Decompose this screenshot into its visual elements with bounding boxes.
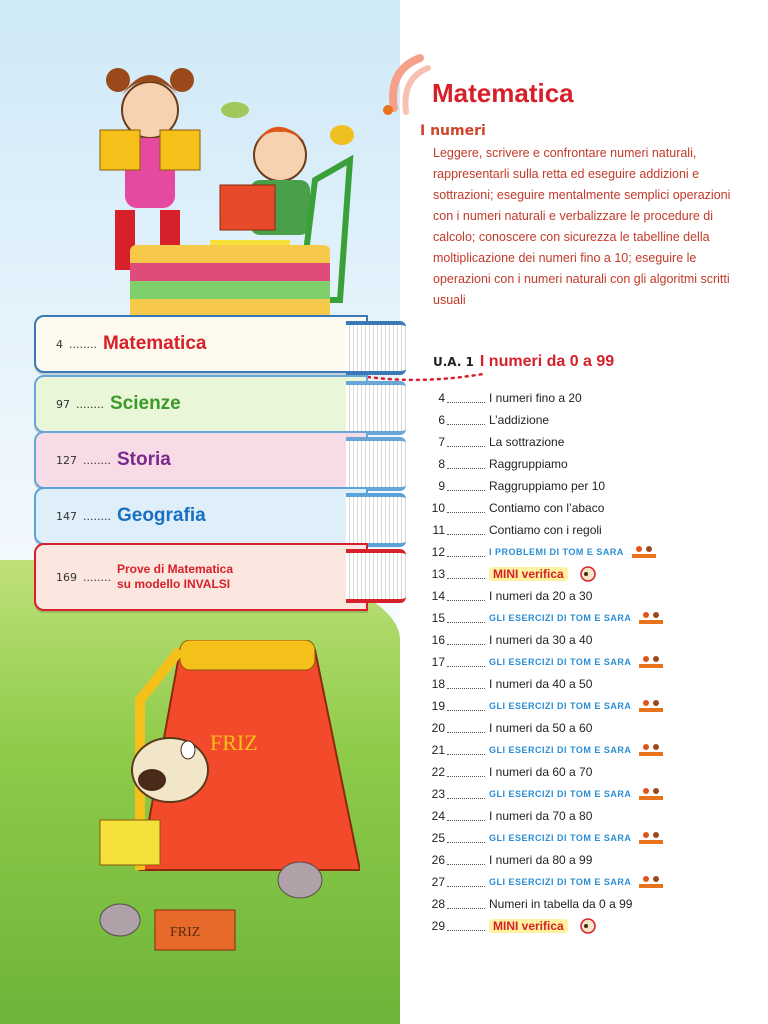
toc-page-number: 11 <box>432 523 445 537</box>
dotted-connector <box>368 372 483 382</box>
toc-leader-dots <box>447 834 485 843</box>
toc-page-number: 6 <box>438 413 445 427</box>
bowl-label: FRIZ <box>170 925 201 940</box>
toc-row[interactable] <box>417 893 757 915</box>
book-title: Matematica <box>102 333 207 354</box>
toc-leader-dots <box>447 724 485 733</box>
book-scienze[interactable]: 97 ........ Scienze <box>34 375 368 433</box>
toc-entry-label: Numeri in tabella da 0 a 99 <box>489 897 633 911</box>
toc-leader-dots <box>447 680 485 689</box>
toc-row[interactable] <box>417 387 757 409</box>
toc-leader-dots <box>447 658 485 667</box>
toc-entry-label: Raggruppiamo per 10 <box>489 479 606 493</box>
toc-entry-label: GLI ESERCIZI DI TOM E SARA <box>489 745 632 755</box>
toc-page-number: 20 <box>431 721 445 735</box>
children-reading-illustration <box>60 50 360 320</box>
toc-leader-dots <box>447 416 485 425</box>
toc-page-number: 19 <box>431 699 445 713</box>
toc-leader-dots <box>447 482 485 491</box>
toc-row[interactable] <box>417 497 757 519</box>
book-page-number: 127 <box>56 453 77 467</box>
toc-page-number: 24 <box>431 809 445 823</box>
toc-entry-label: I numeri da 50 a 60 <box>489 721 593 735</box>
toc-leader-dots <box>447 746 485 755</box>
book-pages <box>346 437 406 491</box>
toc-row[interactable] <box>417 827 757 849</box>
tom-sara-kids-icon <box>637 874 665 890</box>
toc-page-number: 8 <box>438 457 445 471</box>
dog-badge-icon <box>574 918 602 934</box>
tom-sara-kids-icon <box>637 698 665 714</box>
book-pages <box>346 549 406 603</box>
toc-page-number: 18 <box>431 677 445 691</box>
toc-leader-dots <box>447 548 485 557</box>
toc-leader-dots <box>447 394 485 403</box>
toc-entry-label: GLI ESERCIZI DI TOM E SARA <box>489 833 632 843</box>
subject-title: Matematica <box>432 78 574 108</box>
toc-row[interactable] <box>417 761 757 783</box>
toc-leader-dots <box>447 636 485 645</box>
toc-entry-label: I numeri da 30 a 40 <box>489 633 593 647</box>
toc-row[interactable] <box>417 739 757 761</box>
tom-sara-kids-icon <box>637 786 665 802</box>
dog-house-drawing <box>60 640 360 970</box>
toc-leader-dots <box>447 592 485 601</box>
toc-leader-dots <box>447 922 485 931</box>
toc-page-number: 22 <box>431 765 445 779</box>
toc-entry-label: I numeri fino a 20 <box>489 391 582 405</box>
book-title: Prove di Matematica su modello INVALSI <box>116 562 234 591</box>
toc-row[interactable] <box>417 453 757 475</box>
toc-row[interactable] <box>417 607 757 629</box>
toc-entry-label: I numeri da 60 a 70 <box>489 765 593 779</box>
toc-page-number: 25 <box>431 831 445 845</box>
toc-row[interactable] <box>417 629 757 651</box>
section-title: I numeri <box>420 123 486 139</box>
book-page-number: 4 <box>56 337 63 351</box>
toc-entry-label: La sottrazione <box>489 435 565 449</box>
toc-row[interactable] <box>417 915 757 937</box>
toc-page-number: 12 <box>431 545 445 559</box>
dog-badge-icon <box>574 566 602 582</box>
toc-entry-label: MINI verifica <box>489 919 568 933</box>
toc-page-number: 4 <box>438 391 445 405</box>
tom-sara-kids-icon <box>637 654 665 670</box>
toc-page-number: 14 <box>431 589 445 603</box>
toc-entry-label: I numeri da 70 a 80 <box>489 809 593 823</box>
toc-entry-label: GLI ESERCIZI DI TOM E SARA <box>489 877 632 887</box>
toc-page-number: 13 <box>431 567 445 581</box>
learning-objectives: Leggere, scrivere e confrontare numeri naturali, rappresentarli sulla retta ed eseguire addizioni e sottrazioni; eseguire mentalmente semplici operazioni con i numeri naturali e verbalizzare le procedure di calcolo; conoscere con sicurezza le tabelline della moltiplicazione dei numeri fino a 10; eseguire le operazioni con i numeri naturali con gli algoritmi scritti usuali <box>433 146 731 307</box>
toc-leader-dots <box>447 526 485 535</box>
toc-leader-dots <box>447 614 485 623</box>
toc-leader-dots <box>447 438 485 447</box>
toc-row[interactable] <box>417 871 757 893</box>
toc-leader-dots <box>447 900 485 909</box>
toc-row[interactable] <box>417 849 757 871</box>
toc-row[interactable] <box>417 651 757 673</box>
toc-leader-dots <box>447 702 485 711</box>
book-prove-invalsi[interactable]: 169 ........ Prove di Matematica su modello INVALSI <box>34 543 368 611</box>
toc-entry-label: I numeri da 80 a 99 <box>489 853 593 867</box>
toc-entry-label: L’addizione <box>489 413 550 427</box>
toc-page-number: 27 <box>431 875 445 889</box>
toc-row[interactable] <box>417 431 757 453</box>
toc-row[interactable] <box>417 409 757 431</box>
book-geografia[interactable]: 147 ........ Geografia <box>34 487 368 545</box>
table-of-contents <box>417 387 757 937</box>
book-title: Scienze <box>109 393 181 414</box>
toc-entry-label: Contiamo con i regoli <box>489 523 602 537</box>
toc-leader-dots <box>447 878 485 887</box>
toc-entry-label: Contiamo con l’abaco <box>489 501 605 515</box>
book-page-number: 147 <box>56 509 77 523</box>
toc-entry-label: GLI ESERCIZI DI TOM E SARA <box>489 789 632 799</box>
toc-leader-dots <box>447 812 485 821</box>
toc-page-number: 17 <box>431 655 445 669</box>
unit-heading <box>433 353 614 371</box>
toc-row[interactable] <box>417 673 757 695</box>
toc-entry-label: GLI ESERCIZI DI TOM E SARA <box>489 701 632 711</box>
toc-row[interactable] <box>417 541 757 563</box>
toc-leader-dots <box>447 504 485 513</box>
book-storia[interactable]: 127 ........ Storia <box>34 431 368 489</box>
tom-sara-kids-icon <box>637 742 665 758</box>
toc-page-number: 28 <box>431 897 445 911</box>
toc-leader-dots <box>447 570 485 579</box>
toc-page-number: 15 <box>431 611 445 625</box>
toc-entry-label: MINI verifica <box>489 567 568 581</box>
book-matematica[interactable]: 4 ........ Matematica <box>34 315 368 373</box>
toc-page-number: 23 <box>431 787 445 801</box>
swirl-decoration-icon <box>380 50 440 120</box>
tom-sara-kids-icon <box>637 830 665 846</box>
tom-sara-kids-icon <box>630 544 658 560</box>
toc-leader-dots <box>447 856 485 865</box>
toc-leader-dots <box>447 768 485 777</box>
toc-page-number: 9 <box>438 479 445 493</box>
toc-entry-label: I numeri da 40 a 50 <box>489 677 593 691</box>
dog-house-illustration <box>60 640 360 970</box>
book-pages <box>346 493 406 547</box>
toc-row[interactable] <box>417 563 757 585</box>
toc-page-number: 21 <box>431 743 445 757</box>
toc-entry-label: GLI ESERCIZI DI TOM E SARA <box>489 613 632 623</box>
toc-row[interactable] <box>417 783 757 805</box>
toc-row[interactable] <box>417 475 757 497</box>
toc-row[interactable] <box>417 805 757 827</box>
tom-sara-kids-icon <box>637 610 665 626</box>
book-page-number: 97 <box>56 397 70 411</box>
toc-row[interactable] <box>417 717 757 739</box>
toc-entry-label: Raggruppiamo <box>489 457 568 471</box>
toc-entry-label: GLI ESERCIZI DI TOM E SARA <box>489 657 632 667</box>
toc-entry-label: I numeri da 20 a 30 <box>489 589 593 603</box>
book-pages <box>346 321 406 375</box>
toc-page-number: 10 <box>431 501 445 515</box>
toc-page-number: 7 <box>438 435 445 449</box>
toc-page-number: 16 <box>431 633 445 647</box>
toc-entry-label: I PROBLEMI DI TOM E SARA <box>489 547 624 557</box>
book-page-number: 169 <box>56 570 77 584</box>
unit-title: I numeri da 0 a 99 <box>479 353 615 370</box>
unit-label: U.A. 1 <box>433 355 474 369</box>
book-title: Geografia <box>116 505 206 526</box>
toc-page-number: 29 <box>431 919 445 933</box>
toc-row[interactable] <box>417 695 757 717</box>
book-pages <box>346 381 406 435</box>
toc-leader-dots <box>447 790 485 799</box>
dog-house-sign: FRIZ <box>210 730 258 755</box>
toc-leader-dots <box>447 460 485 469</box>
toc-page-number: 26 <box>431 853 445 867</box>
book-title: Storia <box>116 449 171 470</box>
toc-row[interactable] <box>417 585 757 607</box>
toc-row[interactable] <box>417 519 757 541</box>
